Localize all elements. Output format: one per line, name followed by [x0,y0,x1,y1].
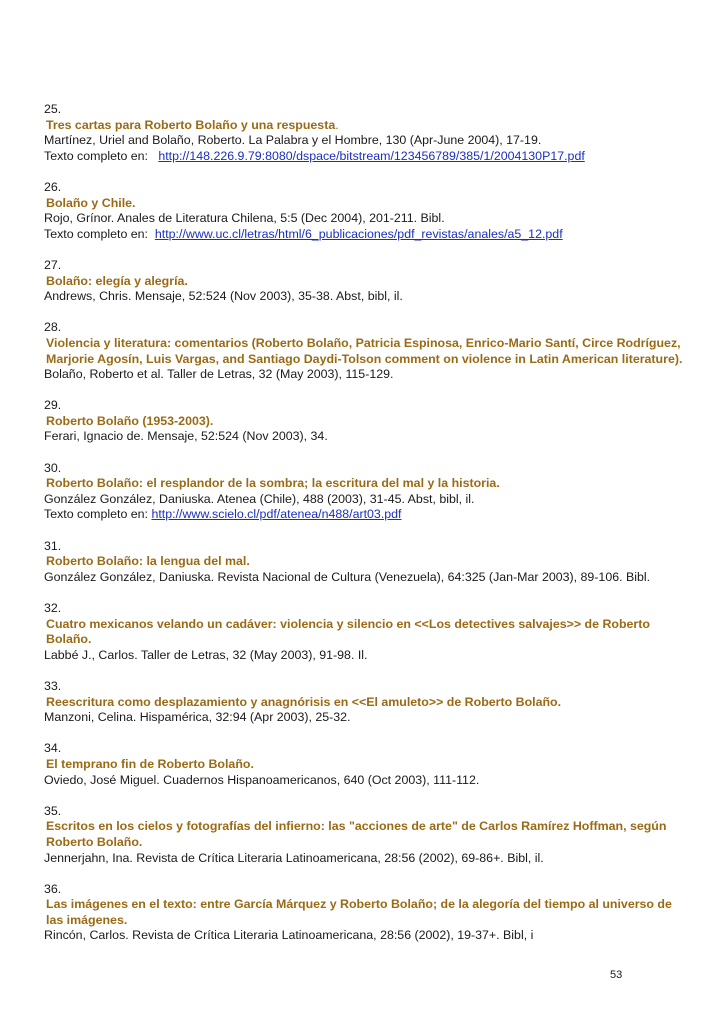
bibliography-entry [44,461,692,523]
entry-title [44,695,692,711]
entry-title [44,274,692,290]
entry-title-text: Roberto Bolaño (1953-2003). [46,413,214,428]
entry-title-end: . [335,117,339,132]
entry-citation: Labbé J., Carlos. Taller de Letras, 32 (May 2003), 91-98. Il. [44,647,368,662]
bibliography-entry [44,601,692,663]
entry-title [44,897,692,928]
entry-title-text: Bolaño y Chile. [46,195,136,210]
bibliography-entry [44,180,692,242]
full-text-label: Texto completo en: [44,148,159,163]
full-text-label: Texto completo en: [44,507,152,522]
entry-title [44,757,692,773]
entry-title-text: Las imágenes en el texto: entre García Márquez y Roberto Bolaño; de la alegoría del tiempo al universo de las imágenes. [46,897,672,927]
entry-number: 31. [44,538,62,553]
entry-title-text: Tres cartas para Roberto Bolaño y una respuesta [46,117,336,132]
entry-title [44,196,692,212]
entry-citation: Bolaño, Roberto et al. Taller de Letras, 32 (May 2003), 115-129. [44,367,394,382]
entry-title [44,554,692,570]
entry-title [44,476,692,492]
entry-title-text: Bolaño: elegía y alegría. [46,273,188,288]
entry-citation: Andrews, Chris. Mensaje, 52:524 (Nov 2003), 35-38. Abst, bibl, il. [44,289,403,304]
bibliography-entry [44,882,692,944]
entry-title [44,414,692,430]
full-text-line [44,149,692,165]
entry-title-text: Escritos en los cielos y fotografías del infierno: las "acciones de arte" de Carlos Ramírez Hoffman, según Roberto Bolaño. [46,819,667,849]
bibliography-entry [44,258,692,305]
entry-number: 32. [44,601,62,615]
entry-number: 36. [44,881,62,896]
bibliography-list [44,102,692,960]
entry-citation: Jennerjahn, Ina. Revista de Crítica Literaria Latinoamericana, 28:56 (2002), 69-86+. Bibl, il. [44,850,544,865]
entry-number: 28. [44,320,62,335]
bibliography-entry [44,741,692,788]
entry-number: 33. [44,678,62,693]
entry-title-text: Cuatro mexicanos velando un cadáver: violencia y silencio en <<Los detectives salvajes>> de Roberto Bolaño. [46,616,650,647]
entry-citation: González González, Daniuska. Revista Nacional de Cultura (Venezuela), 64:325 (Jan-Mar 2003), 89-106. Bibl. [44,569,651,584]
full-text-link[interactable]: http://www.scielo.cl/pdf/atenea/n488/art03.pdf [151,507,402,522]
bibliography-entry [44,539,692,586]
entry-number: 29. [44,398,62,413]
entry-number: 26. [44,179,62,194]
bibliography-entry [44,804,692,866]
bibliography-entry [44,320,692,382]
full-text-link[interactable]: http://148.226.9.79:8080/dspace/bitstream/123456789/385/1/2004130P17.pdf [158,148,585,163]
full-text-line [44,507,692,523]
entry-citation: Manzoni, Celina. Hispamérica, 32:94 (Apr 2003), 25-32. [44,710,351,725]
entry-number: 25. [44,102,62,116]
entry-number: 34. [44,741,62,756]
entry-number: 30. [44,460,62,475]
entry-title-text: Roberto Bolaño: el resplandor de la sombra; la escritura del mal y la historia. [46,476,500,491]
entry-citation: González González, Daniuska. Atenea (Chile), 488 (2003), 31-45. Abst, bibl, il. [44,491,475,506]
full-text-label: Texto completo en: [44,226,155,241]
bibliography-entry [44,398,692,445]
entry-title-text: Violencia y literatura: comentarios (Roberto Bolaño, Patricia Espinosa, Enrico-Mario Santí, Circe Rodríguez, Marjorie Agosín, Luis Vargas, and Santiago Daydi-Tolson comment on violence in Latin American literature). [46,335,683,366]
entry-citation: Rojo, Grínor. Anales de Literatura Chilena, 5:5 (Dec 2004), 201-211. Bibl. [44,211,445,226]
entry-title-text: El temprano fin de Roberto Bolaño. [46,756,254,771]
entry-citation: Oviedo, José Miguel. Cuadernos Hispanoamericanos, 640 (Oct 2003), 111-112. [44,772,480,787]
bibliography-entry [44,679,692,726]
entry-citation: Ferari, Ignacio de. Mensaje, 52:524 (Nov 2003), 34. [44,429,328,444]
entry-title [44,118,692,134]
full-text-link[interactable]: http://www.uc.cl/letras/html/6_publicaciones/pdf_revistas/anales/a5_12.pdf [154,226,563,241]
entry-number: 27. [44,257,62,272]
entry-number: 35. [44,803,62,818]
entry-citation: Rincón, Carlos. Revista de Crítica Literaria Latinoamericana, 28:56 (2002), 19-37+. Bibl, i [44,928,534,943]
entry-title-text: Roberto Bolaño: la lengua del mal. [46,554,250,569]
bibliography-entry [44,102,692,164]
entry-title-text: Reescritura como desplazamiento y anagnórisis en <<El amuleto>> de Roberto Bolaño. [46,694,562,709]
entry-citation: Martínez, Uriel and Bolaño, Roberto. La Palabra y el Hombre, 130 (Apr-June 2004), 17-19. [44,133,542,148]
full-text-line [44,227,692,243]
entry-title [44,617,692,648]
entry-title [44,819,692,850]
entry-title [44,336,692,367]
page-number: 53 [610,969,623,981]
